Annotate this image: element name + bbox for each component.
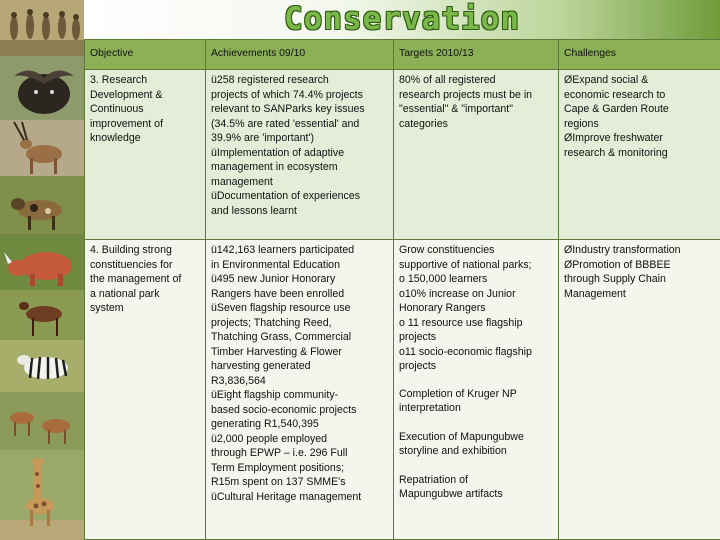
text-line: system <box>90 302 124 314</box>
wildlife-photo-strip <box>0 0 84 540</box>
objective-cell <box>85 70 206 240</box>
challenges-cell <box>559 240 720 540</box>
text-line: o11 socio-economic flagship <box>399 345 532 358</box>
text-line: relevant to SANParks key issues <box>211 103 365 115</box>
text-line: ØImprove freshwater <box>564 132 663 144</box>
text-line: supportive of national parks; <box>399 258 532 271</box>
achievements-cell <box>206 70 394 240</box>
challenges-cell <box>559 70 720 240</box>
text-line: 4. Building strong <box>90 244 172 256</box>
buffalo-photo <box>0 56 84 121</box>
text-line: projects <box>399 331 437 343</box>
table-row <box>85 70 720 240</box>
text-line: storyline and exhibition <box>399 445 507 457</box>
wild-dog-photo <box>0 176 84 235</box>
text-line: Execution of Mapungubwe <box>399 430 524 443</box>
text-line: Thatching Grass, Commercial <box>211 331 352 343</box>
text-line: üCultural Heritage management <box>211 490 362 503</box>
text-line: ü258 registered research <box>211 74 329 86</box>
text-line: Completion of Kruger NP <box>399 387 517 400</box>
text-line: R15m spent on 137 SMME's <box>211 476 346 488</box>
text-line: ü495 new Junior Honorary <box>211 273 336 285</box>
text-line: Grow constituencies <box>399 244 495 256</box>
text-line: o 150,000 learners <box>399 273 488 285</box>
objective-cell <box>85 240 206 540</box>
rhino-photo <box>0 234 84 291</box>
text-line: Development & <box>90 88 163 101</box>
meerkats-photo <box>0 0 84 57</box>
text-line: interpretation <box>399 402 461 414</box>
achievements-cell <box>206 240 394 540</box>
header-targets: Targets 2010/13 <box>394 40 559 70</box>
text-line: ü2,000 people employed <box>211 432 328 445</box>
targets-cell <box>394 240 559 540</box>
text-line: harvesting generated <box>211 360 311 372</box>
text-line: üDocumentation of experiences <box>211 190 360 202</box>
text-line: Cape & Garden Route <box>564 103 669 115</box>
text-line: projects <box>399 360 437 372</box>
text-line: ü142,163 learners participated <box>211 244 355 256</box>
text-line: improvement of <box>90 117 164 130</box>
title-band <box>84 0 720 40</box>
text-line: in Environmental Education <box>211 258 340 271</box>
text-line: o 11 resource use flagship <box>399 316 523 329</box>
text-line: Mapungubwe artifacts <box>399 488 503 500</box>
antelope-photo <box>0 120 84 177</box>
text-line: generating R1,540,395 <box>211 418 319 430</box>
text-line: 39.9% are 'important') <box>211 132 314 144</box>
text-line: o10% increase on Junior <box>399 287 516 300</box>
text-line: Repatriation of <box>399 473 468 486</box>
text-line: "essential" & "important" <box>399 103 513 115</box>
header-challenges: Challenges <box>559 40 720 70</box>
text-line: through Supply Chain <box>564 273 666 285</box>
text-line: through EPWP – i.e. 296 Full <box>211 447 348 459</box>
table-header-row <box>85 40 720 70</box>
text-line: projects of which 74.4% projects <box>211 88 363 101</box>
text-line: (34.5% are rated 'essential' and <box>211 117 360 130</box>
text-line: research projects must be in <box>399 88 533 101</box>
tsessebe-photo <box>0 290 84 341</box>
text-line: ØPromotion of BBBEE <box>564 258 671 271</box>
text-line: Continuous <box>90 103 144 115</box>
text-line: Rangers have been enrolled <box>211 287 345 300</box>
table-row <box>85 240 720 540</box>
text-line: knowledge <box>90 132 141 144</box>
text-line: economic research to <box>564 88 666 101</box>
giraffe-photo <box>0 450 84 540</box>
text-line: regions <box>564 117 599 130</box>
text-line: the management of <box>90 273 182 285</box>
text-line: Honorary Rangers <box>399 302 486 314</box>
text-line: and lessons learnt <box>211 204 297 217</box>
targets-cell <box>394 70 559 240</box>
text-line: Term Employment positions; <box>211 461 345 474</box>
text-line: üEight flagship community- <box>211 389 339 401</box>
text-line: constituencies for <box>90 258 173 271</box>
text-line: üSeven flagship resource use <box>211 302 351 314</box>
text-line: based socio-economic projects <box>211 403 357 416</box>
text-line: R3,836,564 <box>211 374 266 387</box>
text-line: Management <box>564 287 626 300</box>
text-line: 3. Research <box>90 74 148 86</box>
page-title: Conservation <box>284 1 520 37</box>
zebra-photo <box>0 340 84 393</box>
text-line: ØIndustry transformation <box>564 244 681 256</box>
impala-herd-photo <box>0 392 84 451</box>
text-line: research & monitoring <box>564 146 668 159</box>
text-line: 80% of all registered <box>399 74 496 86</box>
text-line: ØExpand social & <box>564 74 649 86</box>
text-line: a national park <box>90 287 160 300</box>
text-line: categories <box>399 117 448 130</box>
text-line: Timber Harvesting & Flower <box>211 345 342 358</box>
text-line: üImplementation of adaptive <box>211 146 345 159</box>
text-line: management in ecosystem <box>211 161 338 173</box>
text-line: projects; Thatching Reed, <box>211 316 332 329</box>
header-achievements: Achievements 09/10 <box>206 40 394 70</box>
text-line: management <box>211 175 273 188</box>
header-objective: Objective <box>85 40 206 70</box>
conservation-table <box>84 39 720 540</box>
